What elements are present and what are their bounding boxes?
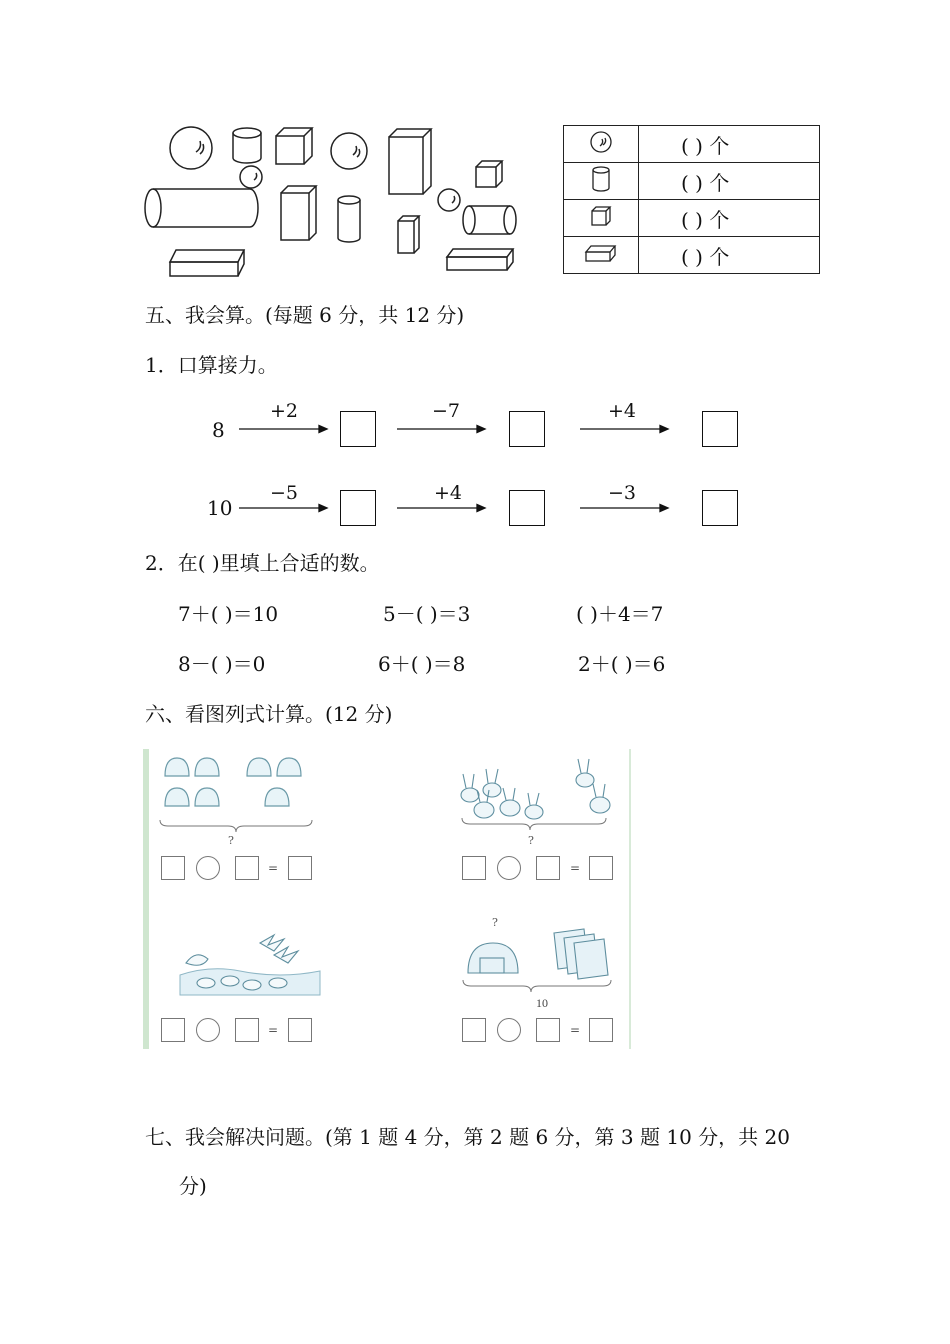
fill-blank-equation[interactable]: 2＋( )＝6 — [578, 652, 666, 676]
chain1-op3: +4 — [608, 400, 637, 422]
cuboid-shape — [398, 216, 419, 253]
question-mark: ? — [528, 834, 534, 847]
sphere-count-blank[interactable]: ( ) 个 — [639, 126, 820, 163]
answer-box[interactable] — [235, 856, 259, 880]
chain2-op2: +4 — [434, 482, 463, 504]
chain2-op3: −3 — [608, 482, 637, 504]
section6-title: 六、看图列式计算。(12 分) — [145, 702, 393, 726]
cuboid-shape — [281, 186, 316, 240]
equals-sign: = — [268, 1023, 279, 1037]
cube-count-blank[interactable]: ( ) 个 — [639, 200, 820, 237]
fill-blank-equation[interactable]: 6＋( )＝8 — [378, 652, 466, 676]
answer-box[interactable] — [288, 856, 312, 880]
cube-shape — [476, 161, 502, 187]
operator-circle[interactable] — [497, 1018, 521, 1042]
sphere-shape — [331, 133, 367, 169]
peaches-illustration — [155, 752, 355, 822]
answer-box[interactable] — [589, 1018, 613, 1042]
section5-title: 五、我会算。(每题 6 分，共 12 分) — [145, 303, 465, 327]
answer-box[interactable] — [702, 490, 738, 526]
cuboid-count-blank[interactable]: ( ) 个 — [639, 237, 820, 274]
answer-box[interactable] — [702, 411, 738, 447]
shape-count-table — [563, 125, 820, 274]
bag-books-illustration — [458, 918, 618, 1008]
section7-title: 七、我会解决问题。(第 1 题 4 分，第 2 题 6 分，第 3 题 10 分，共 20 — [145, 1125, 790, 1149]
answer-box[interactable] — [509, 490, 545, 526]
operator-circle[interactable] — [196, 1018, 220, 1042]
answer-box[interactable] — [536, 856, 560, 880]
operator-circle[interactable] — [196, 856, 220, 880]
fill-blank-equation[interactable]: 8－( )＝0 — [178, 652, 266, 676]
cube-shape — [276, 128, 312, 164]
answer-box[interactable] — [536, 1018, 560, 1042]
chain2-arrows — [0, 489, 950, 529]
fill-blank-equation[interactable]: 7＋( )＝10 — [178, 602, 279, 626]
cylinder-shape — [145, 189, 258, 227]
equals-sign: = — [268, 861, 279, 875]
cube-icon — [564, 200, 639, 237]
section7-title-cont: 分) — [179, 1174, 207, 1198]
total-label: 10 — [536, 996, 548, 1010]
cuboid-shape — [389, 129, 431, 194]
answer-box[interactable] — [462, 1018, 486, 1042]
answer-box[interactable] — [235, 1018, 259, 1042]
equals-sign: = — [570, 1023, 581, 1037]
question-mark: ? — [492, 916, 498, 929]
cylinder-icon — [564, 163, 639, 200]
chain2-op1: −5 — [270, 482, 299, 504]
sphere-shape — [240, 166, 262, 188]
cylinder-count-blank[interactable]: ( ) 个 — [639, 163, 820, 200]
sphere-icon — [564, 126, 639, 163]
answer-box[interactable] — [509, 411, 545, 447]
chain1-start: 8 — [212, 418, 225, 442]
table-row — [564, 163, 820, 200]
operator-circle[interactable] — [497, 856, 521, 880]
q2-title: 2．在( )里填上合适的数。 — [145, 551, 380, 575]
table-row — [564, 200, 820, 237]
table-row — [564, 126, 820, 163]
answer-box[interactable] — [462, 856, 486, 880]
chain1-op2: −7 — [432, 400, 461, 422]
q1-title: 1．口算接力。 — [145, 353, 278, 377]
answer-box[interactable] — [288, 1018, 312, 1042]
pond-birds-illustration — [178, 925, 328, 1005]
cuboid-icon — [564, 237, 639, 274]
equals-sign: = — [570, 861, 581, 875]
sphere-shape — [438, 189, 460, 211]
sphere-shape — [170, 127, 212, 169]
chain2-start: 10 — [207, 496, 233, 520]
fill-blank-equation[interactable]: ( )＋4＝7 — [576, 602, 664, 626]
cylinder-shape — [463, 206, 516, 234]
table-row — [564, 237, 820, 274]
rabbits-illustration — [450, 750, 620, 840]
answer-box[interactable] — [161, 1018, 185, 1042]
cylinder-shape — [233, 128, 261, 163]
answer-box[interactable] — [340, 490, 376, 526]
chain1-op1: +2 — [270, 400, 299, 422]
cuboid-shape — [170, 250, 244, 276]
chain1-arrows — [0, 410, 950, 450]
cuboid-shape — [447, 249, 513, 270]
cylinder-shape — [338, 196, 360, 242]
answer-box[interactable] — [589, 856, 613, 880]
answer-box[interactable] — [161, 856, 185, 880]
answer-box[interactable] — [340, 411, 376, 447]
fill-blank-equation[interactable]: 5－( )＝3 — [383, 602, 471, 626]
question-mark: ? — [228, 834, 234, 847]
